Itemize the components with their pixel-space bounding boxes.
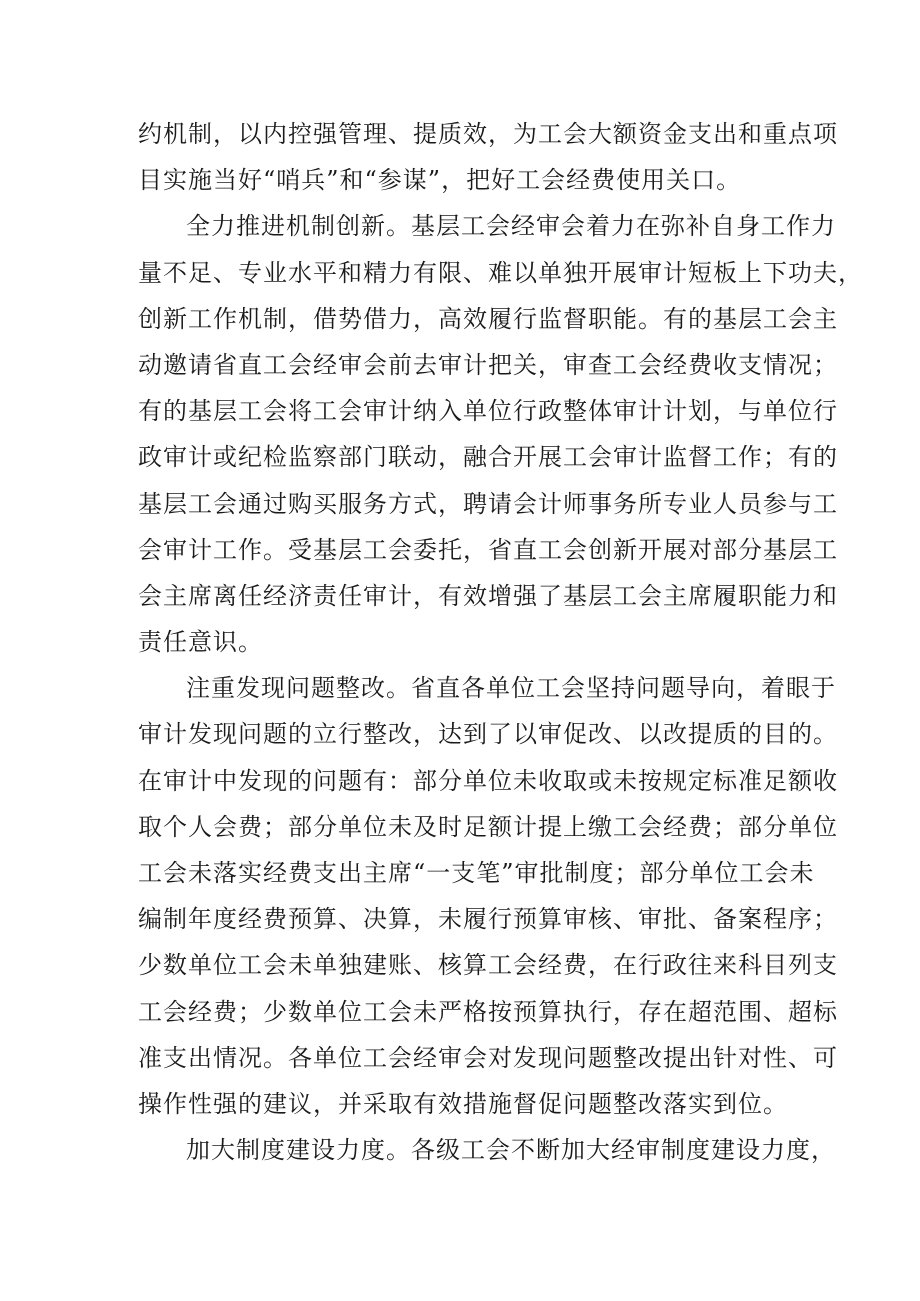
text-line: 政审计或纪检监察部门联动，融合开展工会审计监督工作；有的 [138,443,838,472]
text-line: 有的基层工会将工会审计纳入单位行政整体审计计划，与单位行 [138,397,838,426]
text-line: 会主席离任经济责任审计，有效增强了基层工会主席履职能力和 [138,581,838,610]
paragraph-1 [138,111,838,203]
text-line: 准支出情况。各单位工会经审会对发现问题整改提出针对性、可 [138,1043,838,1072]
text-line: 操作性强的建议，并采取有效措施督促问题整改落实到位。 [138,1089,788,1118]
text-line: 工会经费；少数单位工会未严格按预算执行，存在超范围、超标 [138,997,838,1026]
text-line: 会审计工作。受基层工会委托，省直工会创新开展对部分基层工 [138,535,838,564]
text-line: 审计发现问题的立行整改，达到了以审促改、以改提质的目的。 [138,720,838,749]
text-line: 注重发现问题整改。省直各单位工会坚持问题导向，着眼于 [186,674,836,703]
text-line: 基层工会通过购买服务方式，聘请会计师事务所专业人员参与工 [138,489,838,518]
text-line: 工会未落实经费支出主席“一支笔”审批制度；部分单位工会未 [138,859,815,887]
paragraph-4 [138,1127,836,1173]
text-line: 责任意识。 [138,628,263,657]
text-line: 加大制度建设力度。各级工会不断加大经审制度建设力度， [186,1136,836,1165]
document-body [138,111,863,1173]
text-line: 量不足、专业水平和精力有限、难以单独开展审计短板上下功夫， [138,258,863,287]
text-line: 取个人会费；部分单位未及时足额计提上缴工会经费；部分单位 [138,812,838,841]
text-line: 编制年度经费预算、决算，未履行预算审核、审批、备案程序； [138,905,838,934]
text-line: 目实施当好“哨兵”和“参谋”，把好工会经费使用关口。 [138,166,742,195]
text-line: 创新工作机制，借势借力，高效履行监督职能。有的基层工会主 [138,304,838,333]
text-line: 在审计中发现的问题有：部分单位未收取或未按规定标准足额收 [138,766,838,795]
text-line: 全力推进机制创新。基层工会经审会着力在弥补自身工作力 [186,212,836,241]
text-line: 动邀请省直工会经审会前去审计把关，审查工会经费收支情况； [138,350,838,379]
paragraph-2 [138,203,863,665]
text-line: 少数单位工会未单独建账、核算工会经费，在行政往来科目列支 [138,951,838,980]
text-line: 约机制，以内控强管理、提质效，为工会大额资金支出和重点项 [138,120,838,148]
paragraph-3 [138,665,838,1127]
